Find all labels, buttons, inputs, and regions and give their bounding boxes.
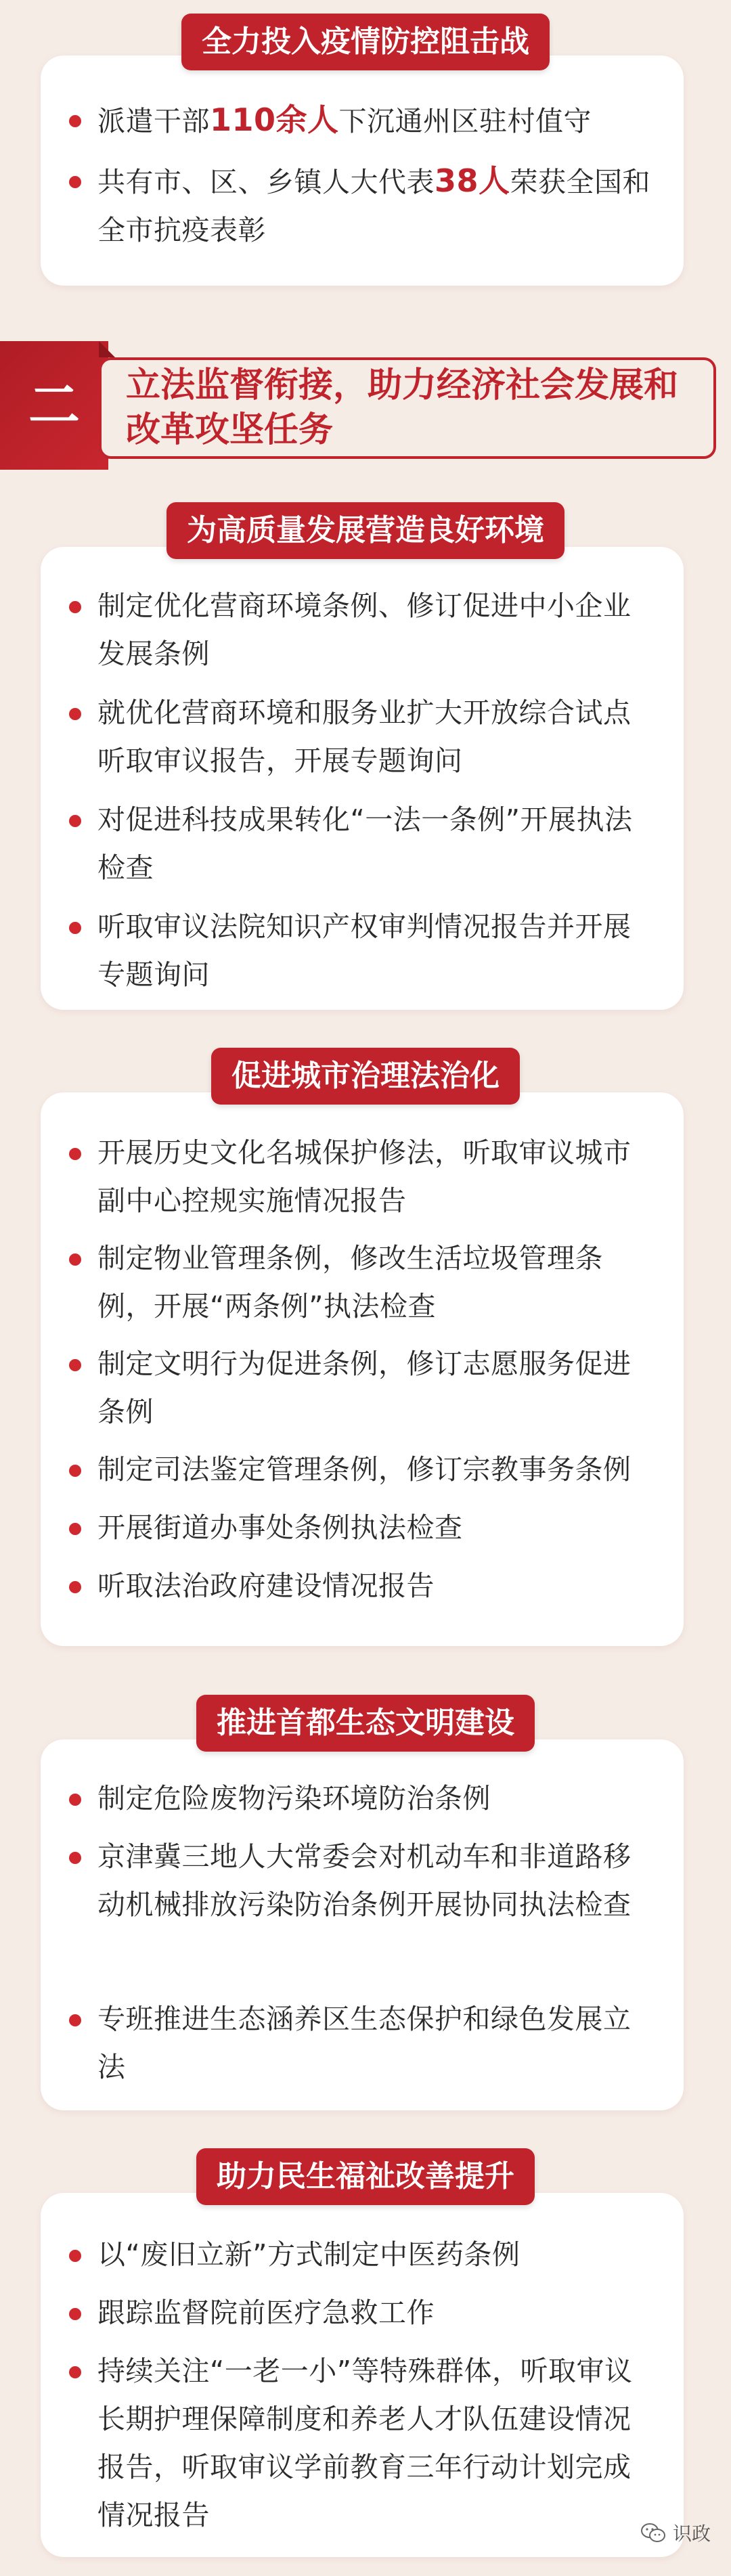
card-epidemic (41, 55, 684, 286)
bullet-dot (69, 2366, 81, 2378)
list-item: 派遣干部110余人下沉通州区驻村值守 (69, 96, 657, 146)
bullet-dot (69, 1148, 81, 1160)
bullet-dot (69, 1253, 81, 1266)
banner-fold-decoration (99, 341, 115, 357)
section-number: 二 (0, 341, 108, 470)
list-item: 共有市、区、乡镇人大代表38人荣获全国和全市抗疫表彰 (69, 157, 657, 254)
bullet-dot (69, 815, 81, 827)
group-heading: 促进城市治理法治化 (211, 1048, 520, 1105)
list-item: 制定文明行为促进条例，修订志愿服务促进条例 (69, 1340, 657, 1436)
highlight-number: 110余人 (210, 102, 339, 138)
group-heading: 助力民生福祉改善提升 (196, 2148, 535, 2205)
bullet-dot (69, 2250, 81, 2262)
list-item: 制定物业管理条例，修改生活垃圾管理条例，开展“两条例”执法检查 (69, 1235, 657, 1331)
list-item: 开展街道办事处条例执法检查 (69, 1504, 657, 1552)
group-heading: 为高质量发展营造良好环境 (167, 502, 564, 559)
highlight-number: 38人 (435, 162, 510, 199)
watermark: 识政 (640, 2519, 711, 2546)
section-banner-two (0, 341, 716, 470)
section-heading-epidemic: 全力投入疫情防控阻击战 (181, 14, 550, 70)
list-item: 以“废旧立新”方式制定中医药条例 (69, 2231, 657, 2279)
bullet-dot (69, 601, 81, 613)
bullet-dot (69, 2308, 81, 2320)
wechat-icon (640, 2523, 666, 2543)
section-title: 立法监督衔接，助力经济社会发展和改革攻坚任务 (126, 365, 679, 450)
bullet-dot (69, 1581, 81, 1593)
list-item: 专班推进生态涵养区生态保护和绿色发展立法 (69, 1995, 657, 2091)
list-item: 制定危险废物污染环境防治条例 (69, 1775, 657, 1823)
group-card (41, 2193, 684, 2557)
list-item: 制定司法鉴定管理条例，修订宗教事务条例 (69, 1446, 657, 1494)
group-card (41, 1092, 684, 1646)
bullet-dot (69, 1465, 81, 1477)
list-item: 跟踪监督院前医疗急救工作 (69, 2289, 657, 2337)
group-heading: 推进首都生态文明建设 (196, 1695, 535, 1752)
list-item: 就优化营商环境和服务业扩大开放综合试点听取审议报告，开展专题询问 (69, 689, 657, 785)
list-item: 听取审议法院知识产权审判情况报告并开展专题询问 (69, 903, 657, 999)
bullet-dot (69, 176, 81, 188)
section-title-box (99, 357, 716, 459)
bullet-dot (69, 1523, 81, 1535)
list-item: 开展历史文化名城保护修法，听取审议城市副中心控规实施情况报告 (69, 1129, 657, 1225)
bullet-dot (69, 1359, 81, 1371)
bullet-dot (69, 2014, 81, 2026)
bullet-dot (69, 115, 81, 127)
list-item: 持续关注“一老一小”等特殊群体，听取审议长期护理保障制度和养老人才队伍建设情况报告，听取审议学前教育三年行动计划完成情况报告 (69, 2347, 657, 2539)
bullet-dot (69, 1852, 81, 1864)
list-item: 制定优化营商环境条例、修订促进中小企业发展条例 (69, 582, 657, 678)
list-item: 京津冀三地人大常委会对机动车和非道路移动机械排放污染防治条例开展协同执法检查 (69, 1833, 657, 1929)
group-card (41, 547, 684, 1010)
list-item: 对促进科技成果转化“一法一条例”开展执法检查 (69, 796, 657, 892)
bullet-dot (69, 1794, 81, 1806)
bullet-dot (69, 708, 81, 720)
group-card (41, 1739, 684, 2110)
bullet-dot (69, 922, 81, 934)
list-item: 听取法治政府建设情况报告 (69, 1562, 657, 1610)
